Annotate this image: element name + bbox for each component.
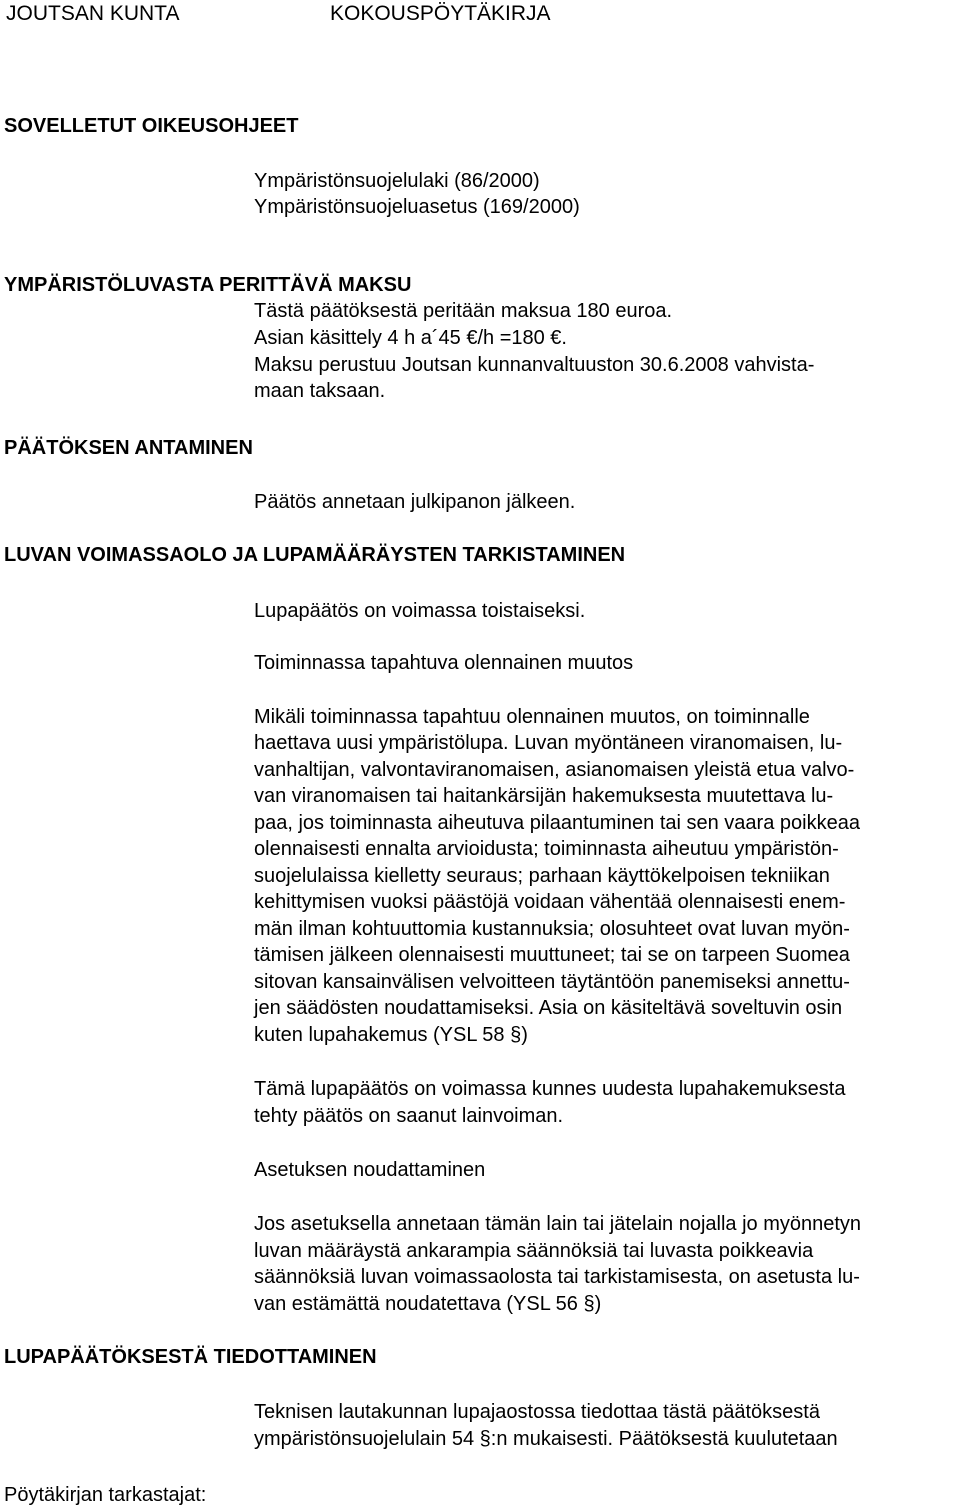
fee-line: Maksu perustuu Joutsan kunnanvaltuuston 30.6.2008 vahvista- bbox=[254, 354, 815, 376]
heading-decision-issuing: PÄÄTÖKSEN ANTAMINEN bbox=[4, 437, 253, 459]
subheading-change: Toiminnassa tapahtuva olennainen muutos bbox=[254, 652, 634, 674]
municipality-name: JOUTSAN KUNTA bbox=[6, 2, 180, 25]
fee-line: Tästä päätöksestä peritään maksua 180 euroa. bbox=[254, 300, 673, 322]
change-paragraph-line: vanhaltijan, valvontaviranomaisen, asianomaisen yleistä etua valvo- bbox=[254, 759, 855, 781]
change-paragraph-line: haettava uusi ympäristölupa. Luvan myöntäneen viranomaisen, lu- bbox=[254, 732, 843, 754]
change-paragraph-line: suojelulaissa kielletty seuraus; parhaan käyttökelpoisen tekniikan bbox=[254, 865, 830, 887]
validity-paragraph-line: Tämä lupapäätös on voimassa kunnes uudesta lupahakemuksesta bbox=[254, 1078, 846, 1100]
subheading-decree: Asetuksen noudattaminen bbox=[254, 1159, 486, 1181]
applied-law-line: Ympäristönsuojeluasetus (169/2000) bbox=[254, 196, 580, 218]
decree-paragraph-line: Jos asetuksella annetaan tämän lain tai jätelain nojalla jo myönnetyn bbox=[254, 1213, 862, 1235]
decree-paragraph-line: van estämättä noudatettava (YSL 56 §) bbox=[254, 1293, 602, 1315]
change-paragraph-line: sitovan kansainvälisen velvoitteen täytäntöön panemiseksi annettu- bbox=[254, 971, 850, 993]
validity-line: Lupapäätös on voimassa toistaiseksi. bbox=[254, 600, 586, 622]
applied-law-line: Ympäristönsuojelulaki (86/2000) bbox=[254, 170, 540, 192]
fee-line: maan taksaan. bbox=[254, 380, 386, 402]
change-paragraph-line: jen säädösten noudattamiseksi. Asia on käsiteltävä soveltuvin osin bbox=[254, 997, 843, 1019]
change-paragraph-line: van viranomaisen tai haitankärsijän hakemuksesta muutettava lu- bbox=[254, 785, 834, 807]
change-paragraph-line: kuten lupahakemus (YSL 58 §) bbox=[254, 1024, 528, 1046]
change-paragraph-line: paa, jos toiminnasta aiheutuva pilaantuminen tai sen vaara poikkeaa bbox=[254, 812, 860, 834]
document-type: KOKOUSPÖYTÄKIRJA bbox=[330, 2, 551, 25]
change-paragraph-line: tämisen jälkeen olennaisesti muuttuneet; tai se on tarpeen Suomea bbox=[254, 944, 850, 966]
change-paragraph-line: Mikäli toiminnassa tapahtuu olennainen muutos, on toiminnalle bbox=[254, 706, 810, 728]
notification-line: ympäristönsuojelulain 54 §:n mukaisesti. Päätöksestä kuulutetaan bbox=[254, 1428, 838, 1450]
heading-validity: LUVAN VOIMASSAOLO JA LUPAMÄÄRÄYSTEN TARKISTAMINEN bbox=[4, 544, 626, 566]
heading-fee: YMPÄRISTÖLUVASTA PERITTÄVÄ MAKSU bbox=[4, 274, 412, 296]
heading-notification: LUPAPÄÄTÖKSESTÄ TIEDOTTAMINEN bbox=[4, 1346, 377, 1368]
validity-paragraph-line: tehty päätös on saanut lainvoiman. bbox=[254, 1105, 564, 1127]
decree-paragraph-line: luvan määräystä ankarampia säännöksiä tai luvasta poikkeavia bbox=[254, 1240, 814, 1262]
decree-paragraph-line: säännöksiä luvan voimassaolosta tai tarkistamisesta, on asetusta lu- bbox=[254, 1266, 860, 1288]
decision-issuing-line: Päätös annetaan julkipanon jälkeen. bbox=[254, 491, 576, 513]
change-paragraph-line: män ilman kohtuuttomia kustannuksia; olosuhteet ovat luvan myön- bbox=[254, 918, 850, 940]
change-paragraph-line: olennaisesti ennalta arvioidusta; toiminnasta aiheutuu ympäristön- bbox=[254, 838, 839, 860]
reviewers-label: Pöytäkirjan tarkastajat: bbox=[4, 1484, 207, 1506]
change-paragraph-line: kehittymisen vuoksi päästöjä voidaan vähentää olennaisesti enem- bbox=[254, 891, 846, 913]
heading-applied-law: SOVELLETUT OIKEUSOHJEET bbox=[4, 115, 299, 137]
notification-line: Teknisen lautakunnan lupajaostossa tiedottaa tästä päätöksestä bbox=[254, 1401, 820, 1423]
fee-line: Asian käsittely 4 h a´45 €/h =180 €. bbox=[254, 327, 567, 349]
